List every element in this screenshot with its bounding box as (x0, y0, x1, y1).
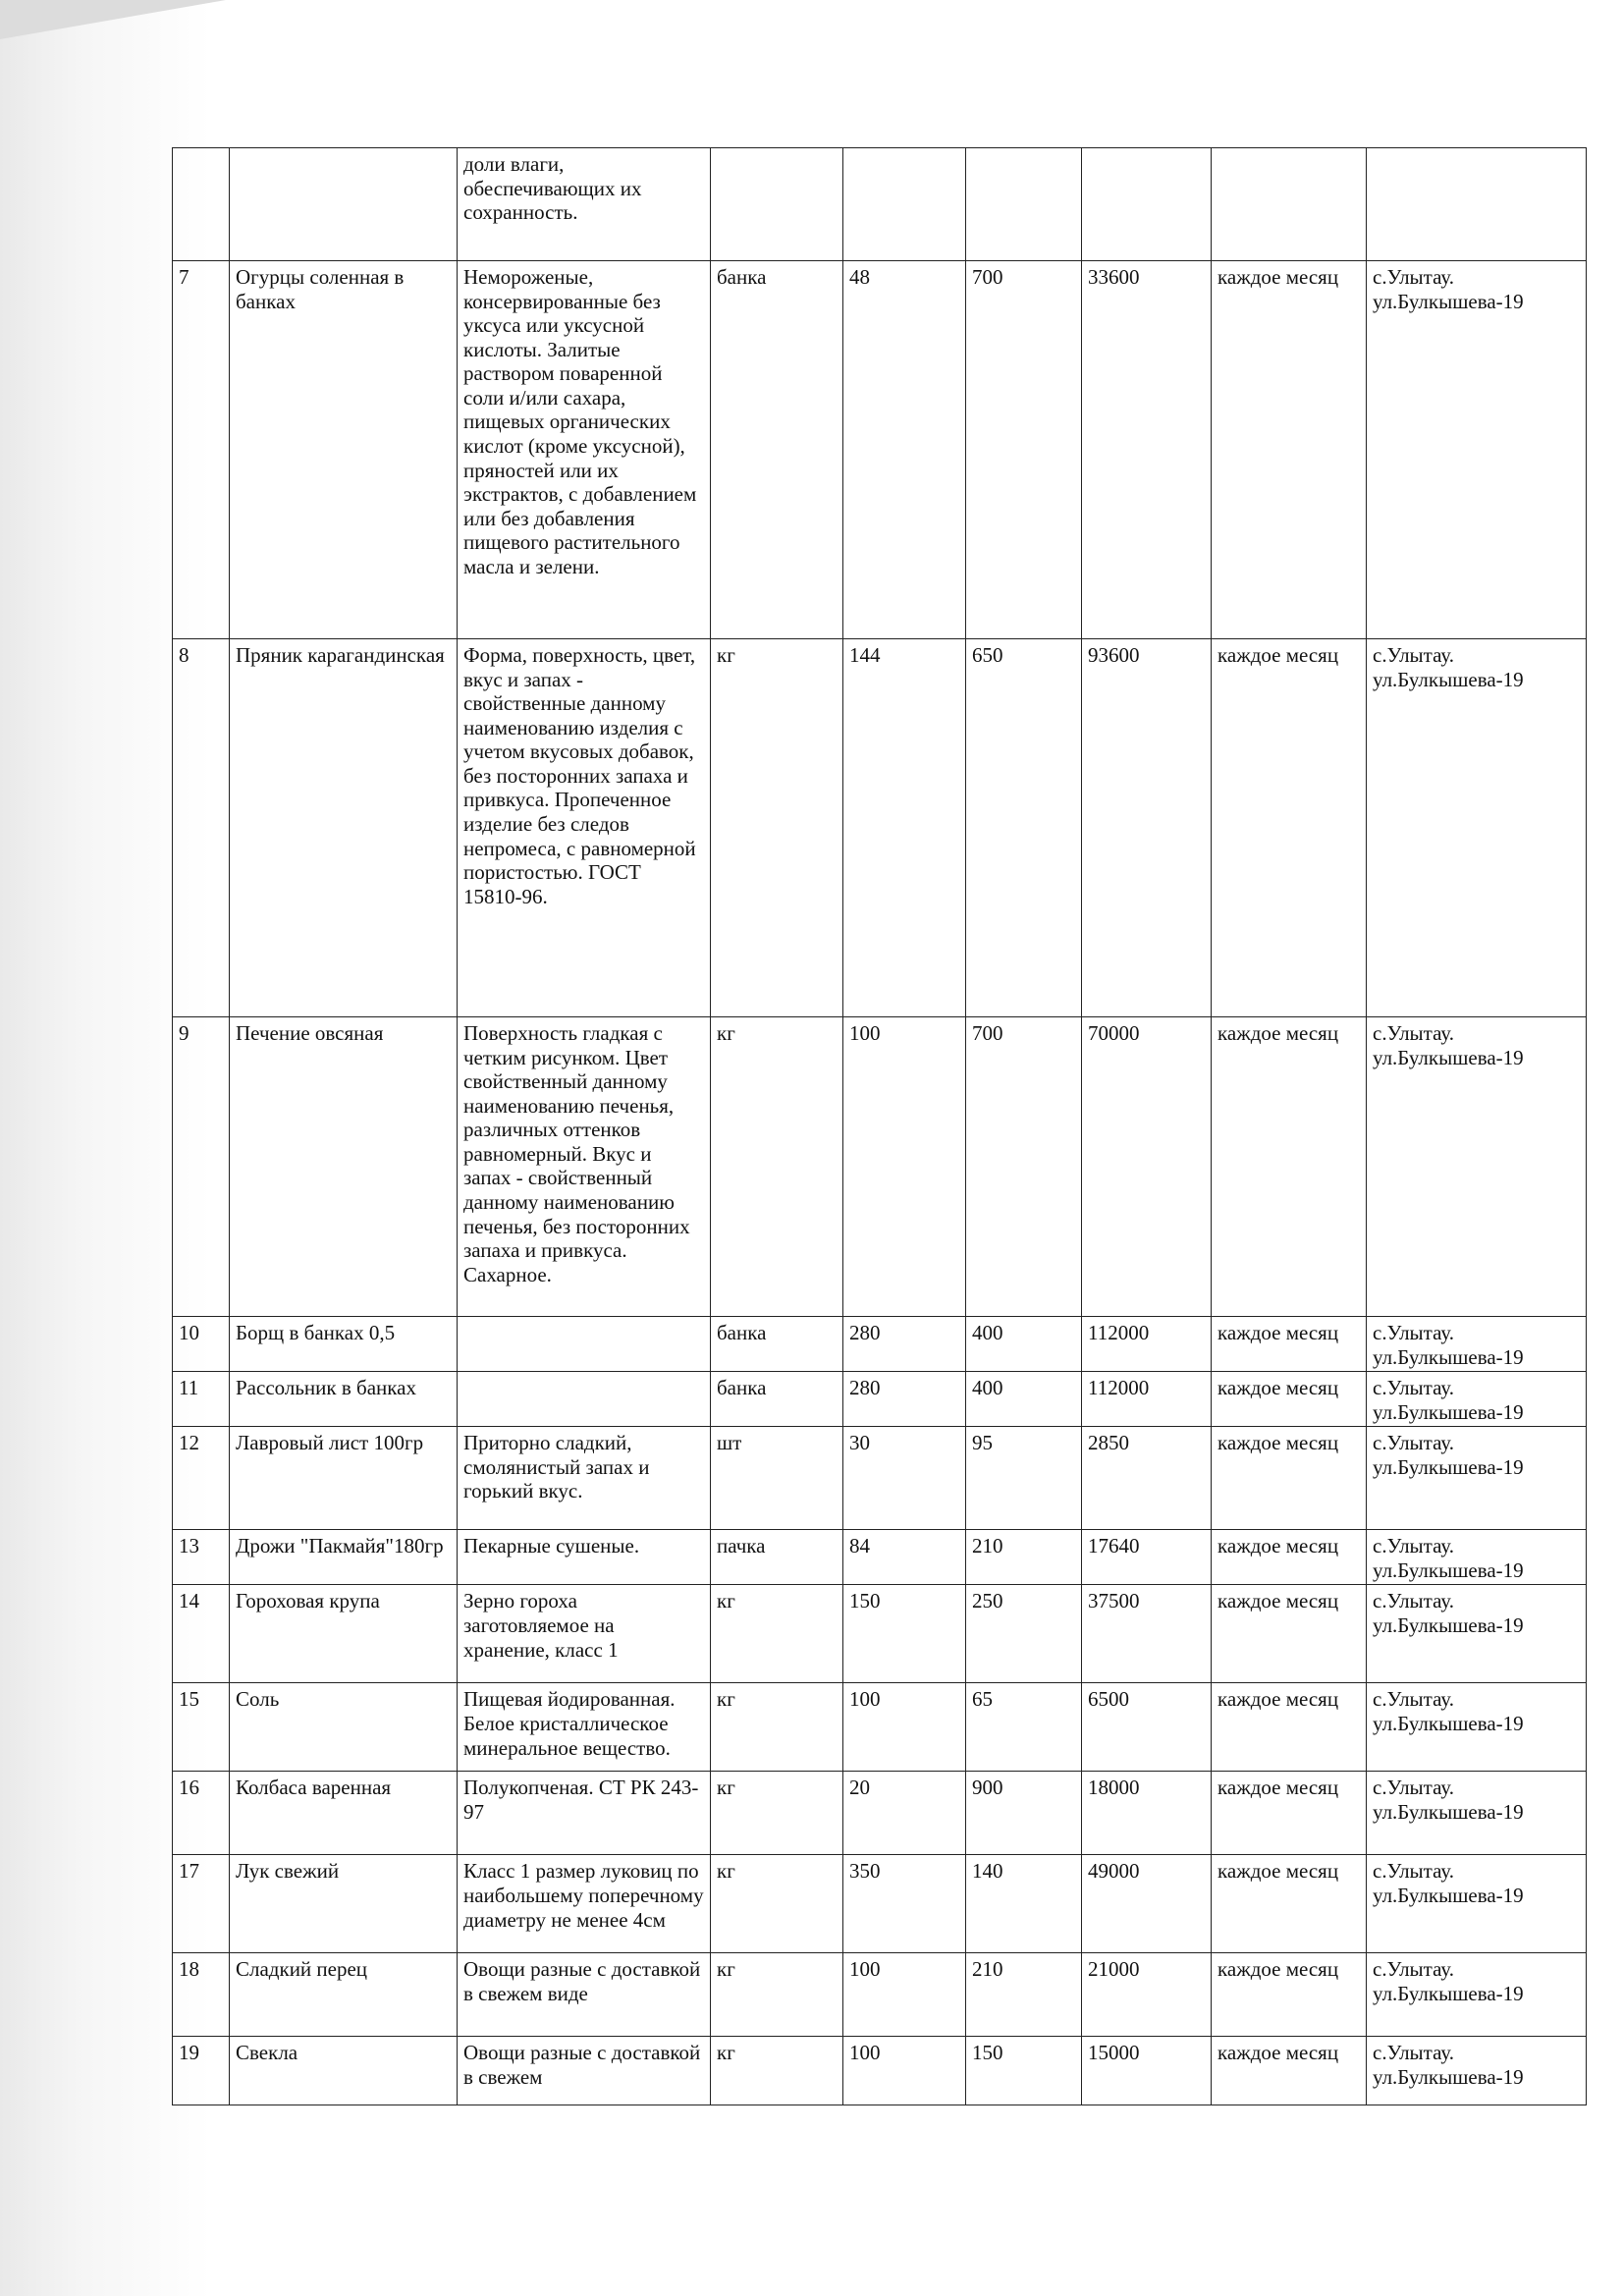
item-description-text: Поверхность гладкая с четким рисунком. Цвет свойственный данному наименованию печенья, различных оттенков равномерный. Вкус и запах - свойственный данному наименованию печенья, без посторонних запаха и привкуса. Сахарное. (463, 1021, 690, 1286)
item-name-text: Свекла (236, 2041, 298, 2065)
table-row (173, 148, 1587, 261)
cell-total-sum (1082, 1372, 1212, 1427)
cell-unit-of-measure (711, 1683, 843, 1772)
quantity-text: 144 (849, 643, 881, 667)
cell-total-sum (1082, 1017, 1212, 1317)
quantity-text: 100 (849, 1021, 881, 1045)
cell-quantity (843, 148, 966, 261)
item-description-text: Полукопченая. СТ РК 243-97 (463, 1776, 699, 1824)
cell-row-number (173, 1427, 230, 1530)
delivery-period-text: каждое месяц (1217, 265, 1339, 289)
delivery-period-text: каждое месяц (1217, 1431, 1339, 1455)
delivery-address-text: с.Улытау. ул.Булкышева-19 (1373, 1687, 1524, 1735)
delivery-period-text: каждое месяц (1217, 1021, 1339, 1045)
total-sum-text: 49000 (1088, 1859, 1140, 1884)
cell-item-description (458, 1427, 711, 1530)
table-row (173, 1017, 1587, 1317)
delivery-period-text: каждое месяц (1217, 2041, 1339, 2065)
quantity-text: 280 (849, 1321, 881, 1344)
delivery-address-text: с.Улытау. ул.Булкышева-19 (1373, 265, 1524, 313)
cell-quantity (843, 1772, 966, 1855)
item-description-text: Пищевая йодированная. Белое кристаллическое минеральное вещество. (463, 1687, 676, 1760)
cell-delivery-period (1212, 261, 1367, 639)
delivery-period-text: каждое месяц (1217, 1957, 1339, 1982)
unit-price-text: 650 (972, 643, 1003, 667)
item-description-text: Овощи разные с доставкой в свежем (463, 2041, 701, 2089)
cell-quantity (843, 1855, 966, 1953)
unit-of-measure-text: банка (717, 1321, 767, 1344)
cell-delivery-address (1367, 639, 1587, 1017)
cell-item-name (230, 1317, 458, 1372)
cell-unit-of-measure (711, 639, 843, 1017)
cell-delivery-address (1367, 2037, 1587, 2105)
cell-item-name (230, 1372, 458, 1427)
cell-unit-of-measure (711, 261, 843, 639)
cell-quantity (843, 1530, 966, 1585)
cell-total-sum (1082, 1317, 1212, 1372)
cell-item-description (458, 1372, 711, 1427)
cell-unit-of-measure (711, 1585, 843, 1683)
total-sum-text: 2850 (1088, 1431, 1129, 1455)
cell-row-number (173, 1772, 230, 1855)
cell-quantity (843, 261, 966, 639)
quantity-text: 150 (849, 1589, 881, 1613)
cell-delivery-address (1367, 1427, 1587, 1530)
table-row (173, 1772, 1587, 1855)
delivery-address-text: с.Улытау. ул.Булкышева-19 (1373, 1776, 1524, 1824)
cell-total-sum (1082, 2037, 1212, 2105)
cell-delivery-period (1212, 1953, 1367, 2037)
cell-delivery-address (1367, 148, 1587, 261)
cell-item-description (458, 2037, 711, 2105)
unit-price-text: 700 (972, 1021, 1003, 1045)
table-row (173, 1372, 1587, 1427)
cell-unit-of-measure (711, 2037, 843, 2105)
cell-item-name (230, 1683, 458, 1772)
cell-unit-of-measure (711, 148, 843, 261)
cell-total-sum (1082, 1772, 1212, 1855)
row-number-text: 9 (179, 1021, 189, 1045)
cell-delivery-address (1367, 1017, 1587, 1317)
cell-item-description (458, 1953, 711, 2037)
row-number-text: 10 (179, 1321, 199, 1344)
delivery-period-text: каждое месяц (1217, 1376, 1339, 1400)
cell-row-number (173, 1017, 230, 1317)
cell-unit-of-measure (711, 1317, 843, 1372)
item-name-text: Пряник карагандинская (236, 643, 445, 667)
item-name-text: Рассольник в банках (236, 1376, 416, 1400)
unit-of-measure-text: шт (717, 1431, 742, 1455)
cell-item-description (458, 148, 711, 261)
unit-of-measure-text: банка (717, 1376, 767, 1400)
cell-delivery-address (1367, 1683, 1587, 1772)
cell-unit-price (966, 1017, 1082, 1317)
quantity-text: 100 (849, 1687, 881, 1712)
cell-delivery-address (1367, 1953, 1587, 2037)
delivery-period-text: каждое месяц (1217, 1321, 1339, 1344)
delivery-address-text: с.Улытау. ул.Булкышева-19 (1373, 643, 1524, 691)
cell-item-description (458, 1530, 711, 1585)
cell-item-name (230, 1530, 458, 1585)
quantity-text: 100 (849, 2041, 881, 2065)
cell-unit-of-measure (711, 1372, 843, 1427)
item-description-text: доли влаги, обеспечивающих их сохранность. (463, 152, 642, 225)
row-number-text: 11 (179, 1376, 199, 1400)
cell-total-sum (1082, 1427, 1212, 1530)
cell-unit-of-measure (711, 1772, 843, 1855)
unit-of-measure-text: пачка (717, 1534, 766, 1558)
cell-total-sum (1082, 1855, 1212, 1953)
cell-delivery-address (1367, 1772, 1587, 1855)
cell-item-description (458, 1683, 711, 1772)
row-number-text: 18 (179, 1957, 199, 1982)
table-row (173, 1683, 1587, 1772)
cell-quantity (843, 1683, 966, 1772)
quantity-text: 48 (849, 265, 870, 289)
delivery-address-text: с.Улытау. ул.Булкышева-19 (1373, 1321, 1524, 1369)
delivery-address-text: с.Улытау. ул.Булкышева-19 (1373, 1376, 1524, 1424)
delivery-address-text: с.Улытау. ул.Булкышева-19 (1373, 1589, 1524, 1637)
total-sum-text: 93600 (1088, 643, 1140, 667)
delivery-address-text: с.Улытау. ул.Булкышева-19 (1373, 2041, 1524, 2089)
cell-delivery-period (1212, 1530, 1367, 1585)
item-name-text: Печение овсяная (236, 1021, 384, 1045)
cell-item-description (458, 1855, 711, 1953)
cell-unit-price (966, 1427, 1082, 1530)
cell-quantity (843, 1017, 966, 1317)
cell-row-number (173, 261, 230, 639)
cell-unit-price (966, 2037, 1082, 2105)
cell-unit-price (966, 1585, 1082, 1683)
total-sum-text: 112000 (1088, 1321, 1150, 1344)
cell-quantity (843, 1372, 966, 1427)
cell-total-sum (1082, 148, 1212, 261)
cell-unit-price (966, 1855, 1082, 1953)
cell-total-sum (1082, 639, 1212, 1017)
cell-unit-price (966, 1953, 1082, 2037)
delivery-period-text: каждое месяц (1217, 1776, 1339, 1800)
unit-price-text: 250 (972, 1589, 1003, 1613)
total-sum-text: 21000 (1088, 1957, 1140, 1982)
cell-item-description (458, 261, 711, 639)
cell-item-name (230, 261, 458, 639)
cell-row-number (173, 1372, 230, 1427)
cell-item-description (458, 1017, 711, 1317)
item-description-text: Приторно сладкий, смолянистый запах и горький вкус. (463, 1431, 650, 1503)
cell-delivery-address (1367, 1530, 1587, 1585)
unit-price-text: 95 (972, 1431, 993, 1455)
cell-total-sum (1082, 1585, 1212, 1683)
unit-price-text: 140 (972, 1859, 1003, 1884)
goods-table (172, 147, 1587, 2105)
total-sum-text: 33600 (1088, 265, 1140, 289)
row-number-text: 8 (179, 643, 189, 667)
cell-unit-of-measure (711, 1427, 843, 1530)
cell-unit-price (966, 1683, 1082, 1772)
cell-unit-price (966, 261, 1082, 639)
quantity-text: 350 (849, 1859, 881, 1884)
cell-quantity (843, 1317, 966, 1372)
delivery-period-text: каждое месяц (1217, 1687, 1339, 1712)
table-row (173, 1855, 1587, 1953)
row-number-text: 17 (179, 1859, 199, 1884)
cell-unit-price (966, 1372, 1082, 1427)
delivery-address-text: с.Улытау. ул.Булкышева-19 (1373, 1431, 1524, 1479)
total-sum-text: 37500 (1088, 1589, 1140, 1613)
cell-delivery-period (1212, 1855, 1367, 1953)
cell-delivery-address (1367, 261, 1587, 639)
cell-delivery-period (1212, 1317, 1367, 1372)
item-name-text: Колбаса варенная (236, 1776, 392, 1800)
unit-of-measure-text: кг (717, 1776, 735, 1800)
cell-unit-of-measure (711, 1530, 843, 1585)
table-row (173, 261, 1587, 639)
item-description-text: Пекарные сушеные. (463, 1534, 640, 1558)
cell-item-name (230, 2037, 458, 2105)
delivery-period-text: каждое месяц (1217, 1859, 1339, 1884)
delivery-address-text: с.Улытау. ул.Булкышева-19 (1373, 1534, 1524, 1582)
item-description-text: Зерно гороха заготовляемое на хранение, класс 1 (463, 1589, 619, 1662)
row-number-text: 19 (179, 2041, 199, 2065)
item-name-text: Сладкий перец (236, 1957, 368, 1982)
cell-delivery-period (1212, 148, 1367, 261)
unit-price-text: 150 (972, 2041, 1003, 2065)
unit-of-measure-text: кг (717, 1859, 735, 1884)
cell-delivery-period (1212, 1017, 1367, 1317)
item-description-text: Форма, поверхность, цвет, вкус и запах - свойственные данному наименованию изделия с учетом вкусовых добавок, без посторонних запаха и привкуса. Пропеченное изделие без следов непромеса, с равномерной пористостью. ГОСТ 15810-96. (463, 643, 696, 908)
cell-item-name (230, 1017, 458, 1317)
cell-delivery-address (1367, 1317, 1587, 1372)
total-sum-text: 112000 (1088, 1376, 1150, 1400)
cell-quantity (843, 1585, 966, 1683)
table-row (173, 1317, 1587, 1372)
unit-of-measure-text: кг (717, 2041, 735, 2065)
unit-price-text: 400 (972, 1376, 1003, 1400)
item-name-text: Борщ в банках 0,5 (236, 1321, 396, 1344)
quantity-text: 280 (849, 1376, 881, 1400)
cell-total-sum (1082, 261, 1212, 639)
cell-row-number (173, 1953, 230, 2037)
item-name-text: Лавровый лист 100гр (236, 1431, 424, 1455)
unit-of-measure-text: кг (717, 1957, 735, 1982)
unit-of-measure-text: кг (717, 1021, 735, 1045)
quantity-text: 20 (849, 1776, 870, 1800)
cell-item-name (230, 1427, 458, 1530)
cell-unit-of-measure (711, 1017, 843, 1317)
delivery-address-text: с.Улытау. ул.Булкышева-19 (1373, 1957, 1524, 2005)
quantity-text: 100 (849, 1957, 881, 1982)
delivery-address-text: с.Улытау. ул.Булкышева-19 (1373, 1021, 1524, 1069)
unit-price-text: 210 (972, 1534, 1003, 1558)
cell-row-number (173, 2037, 230, 2105)
cell-item-description (458, 1585, 711, 1683)
unit-of-measure-text: кг (717, 643, 735, 667)
cell-item-name (230, 1772, 458, 1855)
unit-of-measure-text: кг (717, 1687, 735, 1712)
cell-delivery-period (1212, 639, 1367, 1017)
cell-delivery-period (1212, 1683, 1367, 1772)
cell-item-name (230, 639, 458, 1017)
row-number-text: 14 (179, 1589, 199, 1613)
table-row (173, 639, 1587, 1017)
total-sum-text: 17640 (1088, 1534, 1140, 1558)
table-row (173, 1530, 1587, 1585)
cell-unit-of-measure (711, 1953, 843, 2037)
delivery-period-text: каждое месяц (1217, 643, 1339, 667)
cell-total-sum (1082, 1683, 1212, 1772)
cell-unit-price (966, 1317, 1082, 1372)
cell-item-description (458, 639, 711, 1017)
cell-quantity (843, 1953, 966, 2037)
item-description-text: Класс 1 размер луковиц по наибольшему поперечному диаметру не менее 4см (463, 1859, 704, 1932)
unit-price-text: 400 (972, 1321, 1003, 1344)
cell-unit-price (966, 148, 1082, 261)
delivery-address-text: с.Улытау. ул.Булкышева-19 (1373, 1859, 1524, 1907)
cell-unit-price (966, 639, 1082, 1017)
item-name-text: Лук свежий (236, 1859, 340, 1884)
row-number-text: 7 (179, 265, 189, 289)
cell-unit-of-measure (711, 1855, 843, 1953)
unit-price-text: 900 (972, 1776, 1003, 1800)
total-sum-text: 15000 (1088, 2041, 1140, 2065)
unit-of-measure-text: кг (717, 1589, 735, 1613)
table-row (173, 2037, 1587, 2105)
cell-row-number (173, 1317, 230, 1372)
cell-delivery-period (1212, 1427, 1367, 1530)
total-sum-text: 70000 (1088, 1021, 1140, 1045)
cell-item-name (230, 148, 458, 261)
item-description-text: Овощи разные с доставкой в свежем виде (463, 1957, 701, 2005)
row-number-text: 15 (179, 1687, 199, 1712)
cell-quantity (843, 639, 966, 1017)
cell-delivery-address (1367, 1855, 1587, 1953)
quantity-text: 30 (849, 1431, 870, 1455)
table-row (173, 1427, 1587, 1530)
cell-row-number (173, 1855, 230, 1953)
unit-price-text: 210 (972, 1957, 1003, 1982)
cell-unit-price (966, 1772, 1082, 1855)
cell-row-number (173, 1585, 230, 1683)
cell-quantity (843, 1427, 966, 1530)
delivery-period-text: каждое месяц (1217, 1589, 1339, 1613)
row-number-text: 12 (179, 1431, 199, 1455)
total-sum-text: 6500 (1088, 1687, 1129, 1712)
quantity-text: 84 (849, 1534, 870, 1558)
cell-item-name (230, 1585, 458, 1683)
cell-item-name (230, 1855, 458, 1953)
row-number-text: 13 (179, 1534, 199, 1558)
unit-price-text: 65 (972, 1687, 993, 1712)
cell-item-name (230, 1953, 458, 2037)
cell-unit-price (966, 1530, 1082, 1585)
cell-total-sum (1082, 1953, 1212, 2037)
cell-quantity (843, 2037, 966, 2105)
cell-row-number (173, 639, 230, 1017)
cell-delivery-period (1212, 1585, 1367, 1683)
cell-delivery-period (1212, 1772, 1367, 1855)
unit-price-text: 700 (972, 265, 1003, 289)
unit-of-measure-text: банка (717, 265, 767, 289)
item-name-text: Огурцы соленная в банках (236, 265, 405, 313)
item-name-text: Соль (236, 1687, 280, 1712)
item-name-text: Дрожи "Пакмайя"180гр (236, 1534, 444, 1558)
table-row (173, 1585, 1587, 1683)
cell-delivery-address (1367, 1585, 1587, 1683)
cell-delivery-period (1212, 2037, 1367, 2105)
item-description-text: Немороженые, консервированные без уксуса или уксусной кислоты. Залитые раствором поваренной соли и/или сахара, пищевых органических кислот (кроме уксусной), пряностей или их экстрактов, с добавлением или без добавления пищевого растительного масла и зелени. (463, 265, 697, 578)
item-name-text: Гороховая крупа (236, 1589, 380, 1613)
delivery-period-text: каждое месяц (1217, 1534, 1339, 1558)
cell-row-number (173, 1530, 230, 1585)
cell-item-description (458, 1772, 711, 1855)
total-sum-text: 18000 (1088, 1776, 1140, 1800)
cell-total-sum (1082, 1530, 1212, 1585)
table-row (173, 1953, 1587, 2037)
cell-item-description (458, 1317, 711, 1372)
cell-row-number (173, 1683, 230, 1772)
cell-row-number (173, 148, 230, 261)
cell-delivery-period (1212, 1372, 1367, 1427)
cell-delivery-address (1367, 1372, 1587, 1427)
row-number-text: 16 (179, 1776, 199, 1800)
